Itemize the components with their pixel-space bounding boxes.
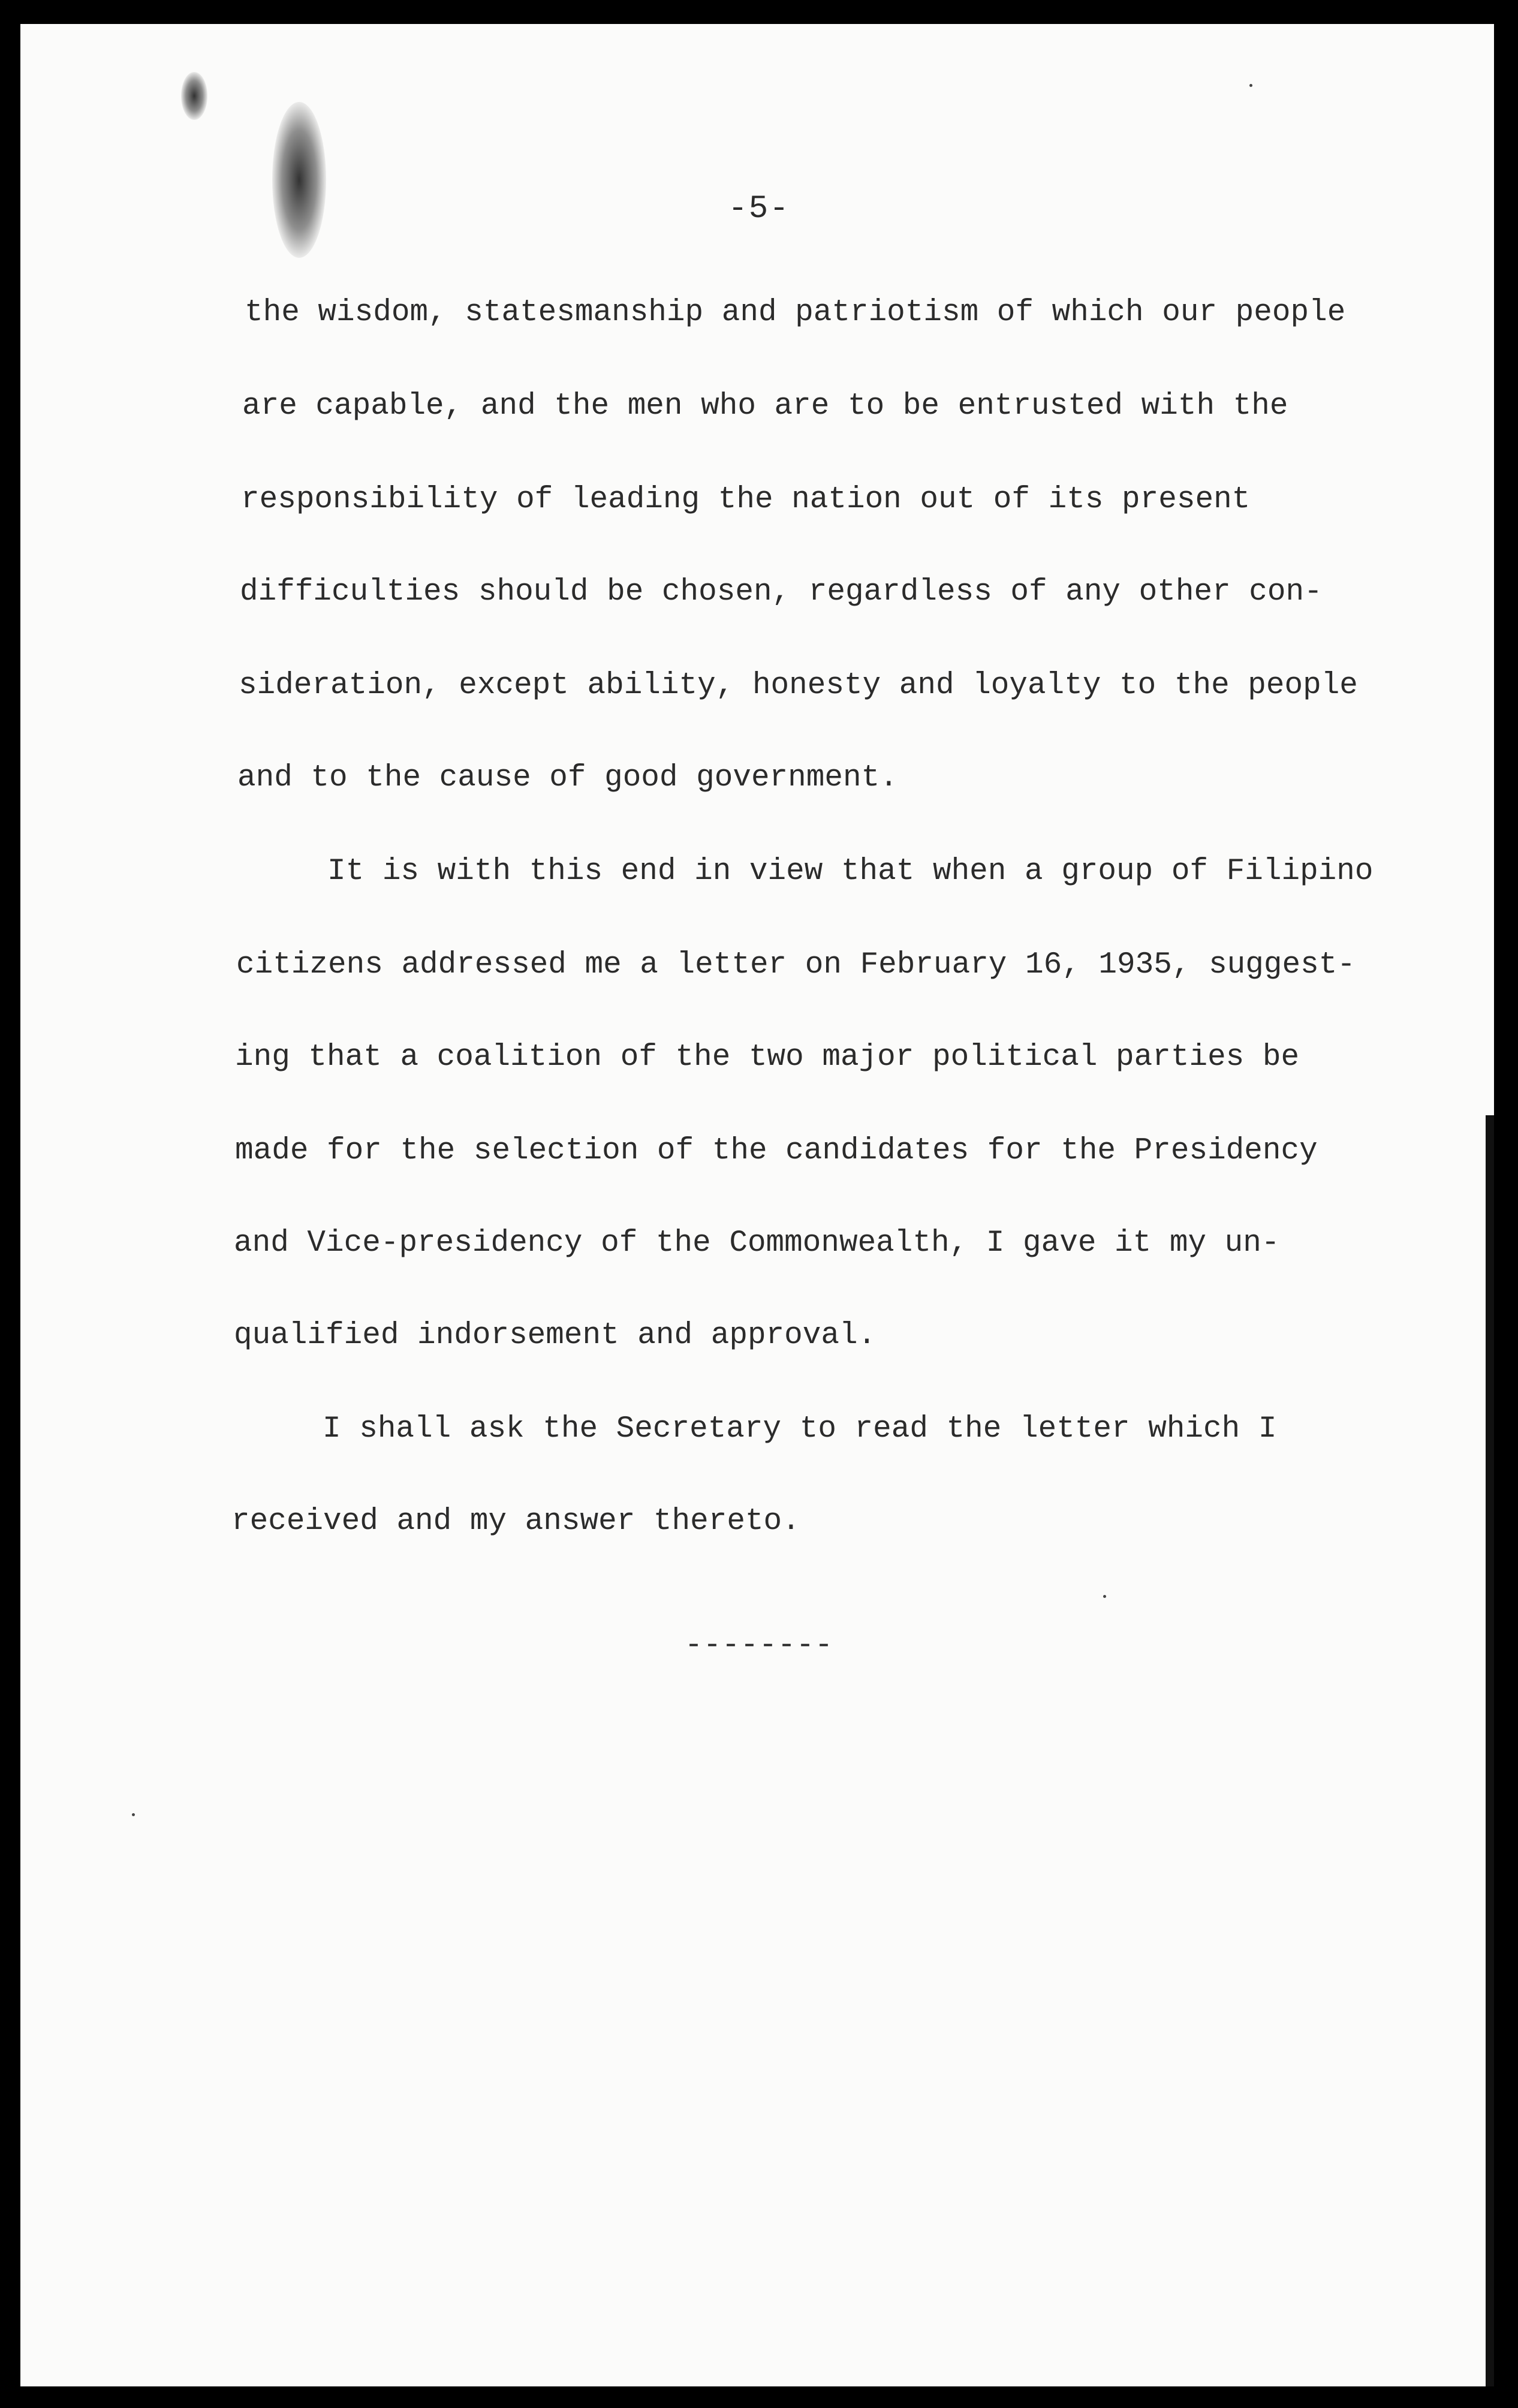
text-line: and to the cause of good government. <box>237 761 898 795</box>
text-line: citizens addressed me a letter on February 16, 1935, suggest- <box>236 948 1356 982</box>
text-line: received and my answer thereto. <box>231 1504 800 1539</box>
page-edge <box>1486 1115 1494 2386</box>
page-number: -5- <box>728 191 790 227</box>
text-line: are capable, and the men who are to be entrusted with the <box>242 389 1288 423</box>
text-line: ing that a coalition of the two major political parties be <box>235 1040 1300 1074</box>
paper-speck <box>1103 1595 1106 1598</box>
paper-speck <box>132 1813 135 1816</box>
text-line: and Vice-presidency of the Commonwealth, I gave it my un- <box>234 1226 1280 1260</box>
text-line: difficulties should be chosen, regardless of any other con- <box>240 575 1323 609</box>
closing-rule: -------- <box>684 1629 834 1663</box>
text-line: I shall ask the Secretary to read the letter which I <box>323 1412 1277 1446</box>
text-line: the wisdom, statesmanship and patriotism of which our people <box>245 296 1346 330</box>
text-line: sideration, except ability, honesty and loyalty to the people <box>239 669 1358 703</box>
text-line: It is with this end in view that when a group of Filipino <box>327 854 1374 889</box>
paper-speck <box>1249 84 1252 87</box>
text-line: qualified indorsement and approval. <box>234 1319 877 1353</box>
text-line: made for the selection of the candidates for the Presidency <box>235 1134 1318 1168</box>
text-line: responsibility of leading the nation out of its present <box>241 483 1251 517</box>
